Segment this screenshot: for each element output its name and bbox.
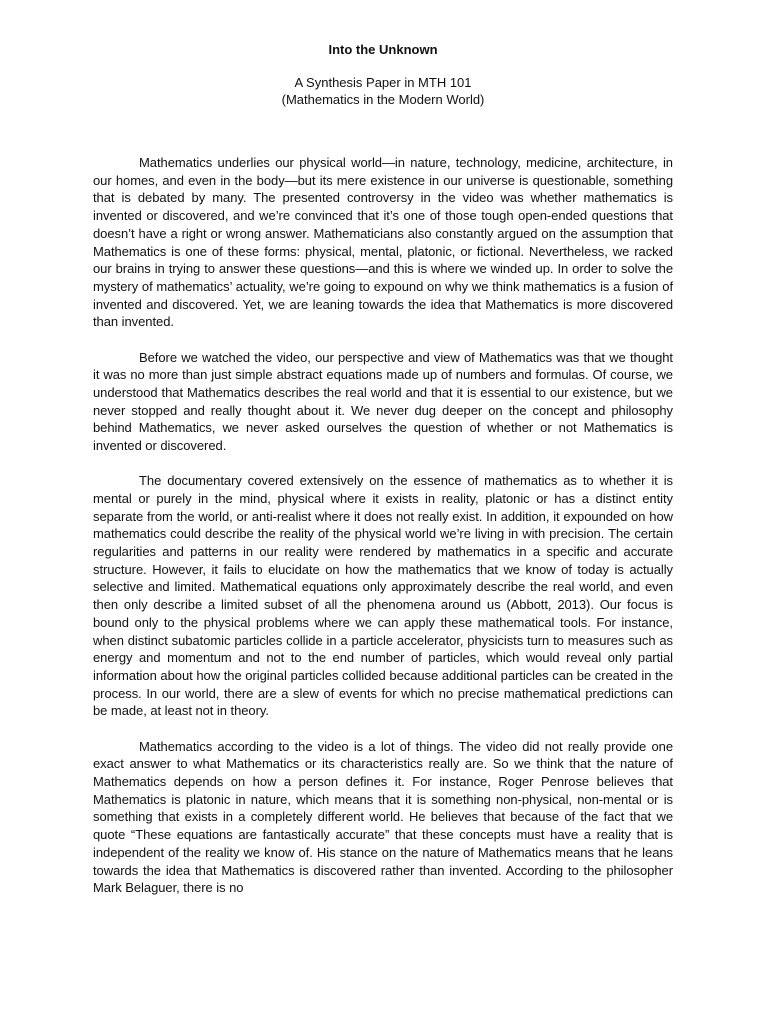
- document-page: [93, 40, 673, 914]
- document-subtitle-course: A Synthesis Paper in MTH 101: [294, 75, 472, 90]
- paragraph: Before we watched the video, our perspective and view of Mathematics was that we thought it was no more than just simple abstract equations made up of numbers and formulas. Of course, we understood that Mathematics describes the real world and that it is essential to our existence, but we never stopped and really thought about it. We never dug deeper on the concept and philosophy behind Mathematics, we never asked ourselves the question of whether or not Mathematics is invented or discovered.: [93, 349, 673, 454]
- document-body: [93, 154, 673, 897]
- paragraph: Mathematics according to the video is a lot of things. The video did not really provide one exact answer to what Mathematics or its characteristics really are. So we think that the nature of Mathematics depends on how a person defines it. For instance, Roger Penrose believes that Mathematics is platonic in nature, which means that it is something non-physical, non-mental or is something that exists in a completely different world. He believes that because of the fact that we quote “These equations are fantastically accurate” that these concepts must have a reality that is independent of the reality we know of. His stance on the nature of Mathematics means that he leans towards the idea that Mathematics is discovered rather than invented. According to the philosopher Mark Belaguer, there is no: [93, 738, 673, 896]
- document-title: Into the Unknown: [328, 42, 438, 57]
- paragraph: Mathematics underlies our physical world—in nature, technology, medicine, architecture, in our homes, and even in the body—but its mere existence in our universe is questionable, something that is debated by many. The presented controversy in the video was whether mathematics is invented or discovered, and we’re convinced that it’s one of those tough open-ended questions that doesn’t have a right or wrong answer. Mathematicians also constantly argued on the assumption that Mathematics is one of these forms: physical, mental, platonic, or fictional. Nevertheless, we racked our brains in trying to answer these questions—and this is where we winded up. In order to solve the mystery of mathematics’ actuality, we’re going to expound on why we think mathematics is a fusion of invented and discovered. Yet, we are leaning towards the idea that Mathematics is more discovered than invented.: [93, 155, 673, 330]
- paragraph: The documentary covered extensively on the essence of mathematics as to whether it is mental or purely in the mind, physical where it exists in reality, platonic or has a distinct entity separate from the world, or anti-realist where it does not really exist. In addition, it expounded on how mathematics could describe the reality of the physical world we’re living in with precision. The certain regularities and patterns in our reality were rendered by mathematics in a specific and accurate structure. However, it fails to elucidate on how the mathematics that we know of today is actually selective and limited. Mathematical equations only approximately describe the real world, and even then only describe a limited subset of all the phenomena around us (Abbott, 2013). Our focus is bound only to the physical problems where we can apply these mathematical tools. For instance, when distinct subatomic particles collide in a particle accelerator, physicists turn to measures such as energy and momentum and not to the end number of particles, which would reveal only partial information about how the original particles collided because additional particles can be created in the process. In our world, there are a slew of events for which no precise mathematical predictions can be made, at least not in theory.: [93, 473, 673, 719]
- document-subtitle-course-name: (Mathematics in the Modern World): [281, 92, 485, 107]
